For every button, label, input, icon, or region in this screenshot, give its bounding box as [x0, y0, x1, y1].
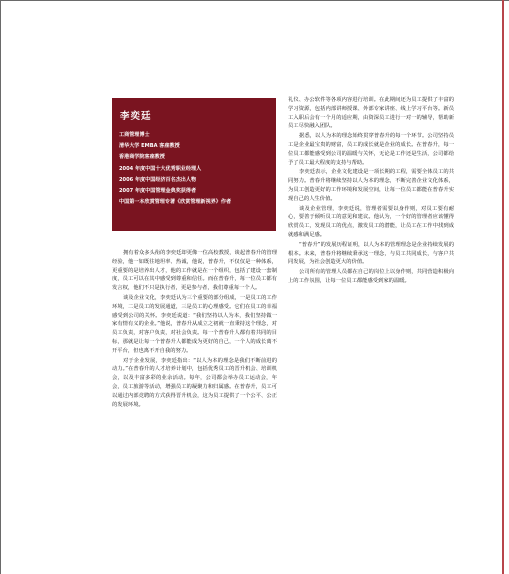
article-paragraph: “普春升”的发展历程证明，以人为本的管理理念是企业持续发展的根本。未来，普春升将继续秉承这一理念，与员工共同成长，与客户共同发展，为社会创造更大的价值。	[288, 241, 454, 266]
profile-line: 清华大学 EMBA 客座教授	[119, 143, 180, 150]
profile-box	[112, 98, 276, 231]
page-border-left	[0, 0, 1, 574]
profile-line: 2007 年度中国管理金典奖获得者	[119, 188, 197, 195]
article-paragraph: 李奕廷表示，企业文化建设是一项长期的工程，需要全体员工的共同努力。普春升将继续坚持以人为本的理念，不断完善企业文化体系，为员工创造更好的工作环境和发展空间，让每一位员工都能在普春升实现自己的人生价值。	[288, 169, 454, 202]
article-paragraph: 据悉，以人为本的理念始终贯穿普春升的每一个环节。公司坚持员工是企业最宝贵的财富，员工的成长就是企业的成长。在普春升，每一位员工都能感受到公司的温暖与关怀，无论是工作还是生活，公司都给予了员工最大程度的支持与帮助。	[288, 133, 454, 166]
profile-line: 中国第一本欣赏管理专著《欣赏管理新视界》作者	[119, 199, 232, 206]
article-paragraph: 谈及企业文化，李奕廷认为三个重要的部分组成，一是员工的工作环境，二是员工的发展通道，三是员工的心理感受。它们在员工的幸福感受到公司的关怀。李奕廷说道：“我们坚持以人为本，我们坚持做一家有情有义的企业。”他说，普春升从成立之初就一直秉持这个理念，对员工负责，对客户负责，对社会负责。每一个普春升人都有着共同的目标，那就是让每一个普春升人都能成为更好的自己，一个人的成长离不开平台，但也离不开自我的努力。	[112, 294, 277, 354]
article-paragraph: 谈及企业管理，李奕廷说，管理者需要以身作则，对员工要有耐心，要善于倾听员工的意见和建议。他认为，一个好的管理者应该懂得欣赏员工，发现员工的优点，激发员工的潜能，让员工在工作中找到成就感和满足感。	[288, 205, 454, 238]
article-paragraph: 公司所有的管理人员都在自己的岗位上以身作则，共同营造积极向上的工作氛围，让每一位员工都能感受到家的温暖。	[288, 269, 454, 284]
article-paragraph: 对于企业发展，李奕廷指出：“以人为本的理念是我们不断前进的动力。”在普春升的人才培养计划中，包括优秀员工的晋升机会、培训机会，以及丰富多彩的业余活动。每年，公司都会举办员工运动会，年会，员工旅游等活动，增强员工的凝聚力和归属感。在普春升，员工可以通过内部竞聘的方式获得晋升机会，这为员工提供了一个公平、公正的发展环境。	[112, 357, 277, 408]
article-paragraph: 拥有着众多头衔的李奕廷却更像一位高校教授，谈起普春升的管理经验，他一如既往地坦率、热诚，他说，普春升，不仅仅是一种体系，更重要的是培养出人才，他的工作就是在一个组织，包括了建设一套制度，员工可以在其中感受到尊重和信任。而在普春升，每一位员工都有发言权，他们不只是执行者，更是参与者，我们尊重每一个人。	[112, 250, 277, 292]
profile-line: 香港商学院客座教授	[119, 154, 165, 161]
page-border-top	[0, 0, 509, 1]
article-paragraph: 礼仪、办公软件等各项内容进行培训。在此期间还为员工提供了丰富的学习资源，包括内部讲师授课、外部专家讲座、线上学习平台等。新员工入职后会有一个月的适应期，由资深员工进行一对一的辅导，帮助新员工尽快融入团队。	[288, 97, 454, 130]
profile-line: 工商管理博士	[119, 132, 150, 138]
article-column-left	[112, 249, 277, 410]
page-border-right	[502, 0, 504, 574]
profile-line: 2004 年度中国十大优秀职业经理人	[119, 165, 202, 172]
article-column-right	[288, 96, 454, 287]
profile-name: 李奕廷	[120, 111, 152, 122]
profile-line: 2006 年度中国经济百名杰出人物	[119, 176, 197, 183]
